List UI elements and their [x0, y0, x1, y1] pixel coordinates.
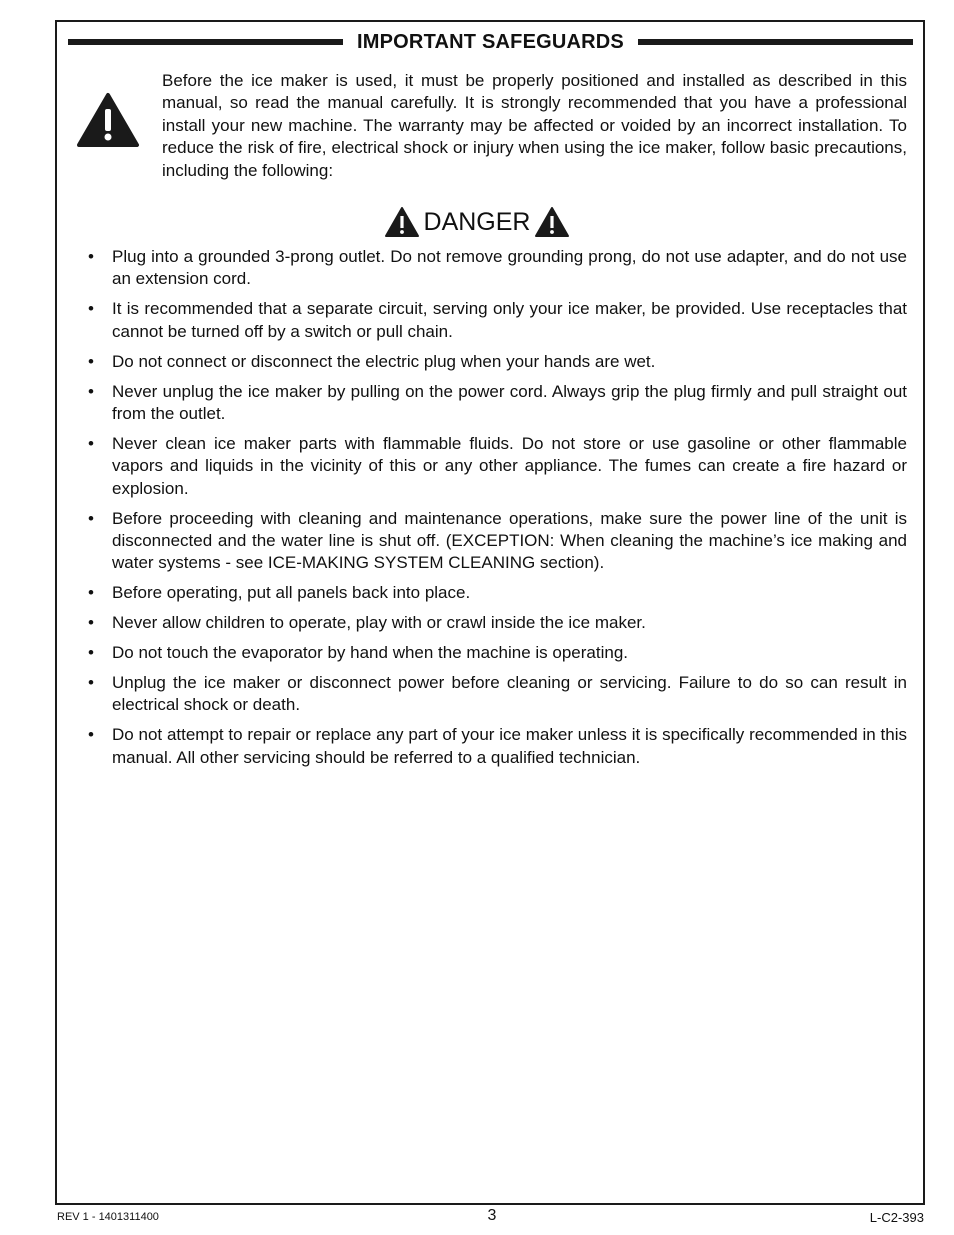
danger-warning-icon-right — [534, 206, 570, 238]
list-item — [88, 612, 907, 634]
bullet-icon: • — [88, 299, 94, 319]
document-code: L-C2-393 — [869, 1210, 924, 1225]
bullet-icon: • — [88, 643, 94, 663]
bullet-icon: • — [88, 725, 94, 745]
list-item — [88, 642, 907, 664]
list-item-text: Before operating, put all panels back into place. — [112, 583, 471, 603]
list-item-text: Never clean ice maker parts with flammable fluids. Do not store or use gasoline or other flammable vapors and liquids in the vicinity of this or any other appliance. The fumes can create a fire hazard or explosion. — [112, 433, 907, 498]
intro-paragraph: Before the ice maker is used, it must be properly positioned and installed as described in this manual, so read the manual carefully. It is strongly recommended that you have a professional install your new machine. The warranty may be affected or voided by an incorrect installation. To reduce the risk of fire, electrical shock or injury when using the ice maker, follow basic precautions, including the following: — [162, 71, 907, 180]
danger-warning-icon-left — [384, 206, 420, 238]
bullet-icon: • — [88, 508, 94, 528]
revision-code: REV 1 - 1401311400 — [57, 1211, 159, 1223]
bullet-icon: • — [88, 583, 94, 603]
bullet-icon: • — [88, 351, 94, 371]
section-title: IMPORTANT SAFEGUARDS — [357, 30, 624, 53]
list-item — [88, 508, 907, 575]
danger-label: DANGER — [423, 208, 531, 236]
list-item-text: Never unplug the ice maker by pulling on the power cord. Always grip the plug firmly and pull straight out from the outlet. — [112, 381, 907, 423]
list-item — [88, 433, 907, 500]
header-rule-right — [638, 39, 913, 45]
list-item-text: Before proceeding with cleaning and maintenance operations, make sure the power line of the unit is disconnected and the water line is shut off. (EXCEPTION: When cleaning the machine’s ice making and water systems - see ICE-MAKING SYSTEM CLEANING section). — [112, 508, 907, 573]
bullet-icon: • — [88, 433, 94, 453]
bullet-icon: • — [88, 247, 94, 266]
bullet-icon: • — [88, 613, 94, 633]
section-header — [68, 28, 913, 56]
danger-heading — [0, 206, 954, 238]
list-item-text: Unplug the ice maker or disconnect power before cleaning or servicing. Failure to do so can result in electrical shock or death. — [112, 673, 907, 715]
page-number: 3 — [487, 1207, 497, 1224]
header-rule-left — [68, 39, 343, 45]
list-item — [88, 582, 907, 604]
safety-bullet-list — [88, 246, 907, 777]
list-item — [88, 672, 907, 717]
list-item-text: Do not connect or disconnect the electric plug when your hands are wet. — [112, 351, 656, 371]
list-item — [88, 298, 907, 343]
list-item-text: Plug into a grounded 3-prong outlet. Do not remove grounding prong, do not use adapter, and do not use an extension cord. — [112, 247, 907, 289]
list-item-text: Never allow children to operate, play with or crawl inside the ice maker. — [112, 613, 646, 633]
warning-triangle-icon — [76, 92, 140, 148]
list-item-text: Do not attempt to repair or replace any part of your ice maker unless it is specifically recommended in this manual. All other servicing should be referred to a qualified technician. — [112, 725, 907, 767]
list-item — [88, 246, 907, 291]
list-item — [88, 724, 907, 769]
list-item-text: It is recommended that a separate circuit, serving only your ice maker, be provided. Use receptacles that cannot be turned off by a switch or pull chain. — [112, 299, 907, 341]
bullet-icon: • — [88, 381, 94, 401]
bullet-icon: • — [88, 673, 94, 692]
list-item — [88, 381, 907, 426]
list-item-text: Do not touch the evaporator by hand when the machine is operating. — [112, 643, 629, 663]
list-item — [88, 351, 907, 373]
